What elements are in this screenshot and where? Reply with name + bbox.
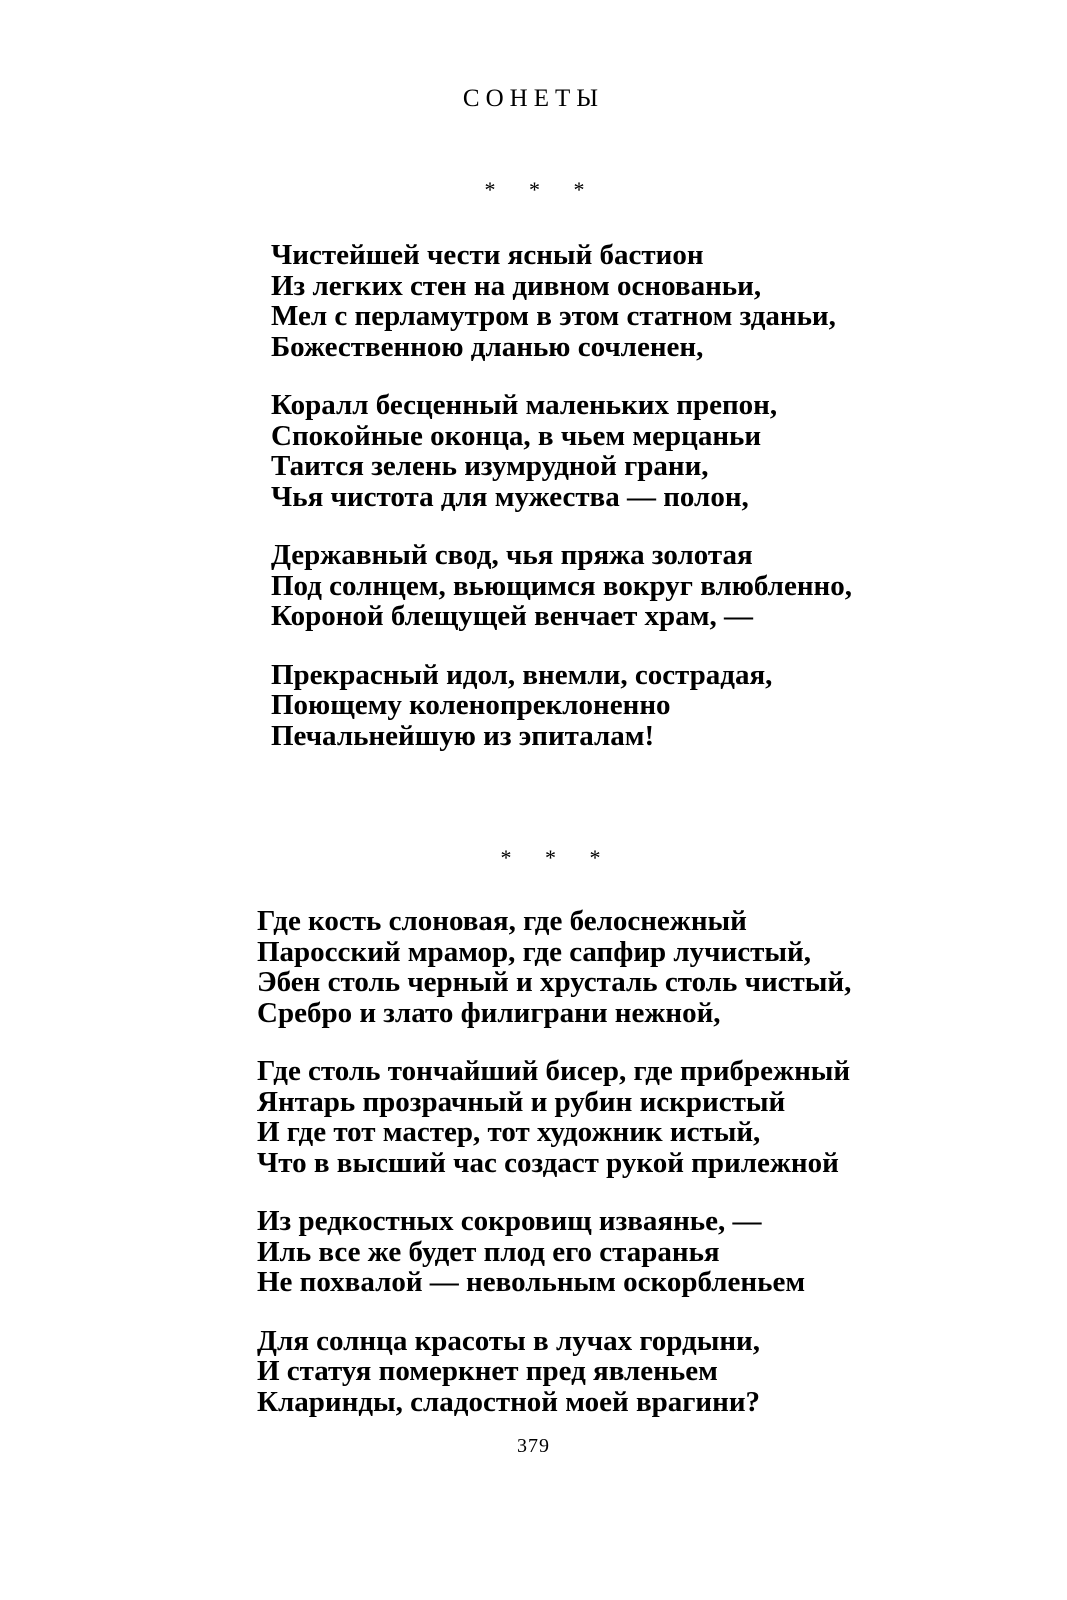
stanza: [257, 906, 851, 1028]
page-number: 379: [517, 1435, 550, 1457]
stanza: [257, 1326, 851, 1418]
stanza: [257, 1206, 851, 1298]
verse-line: Божественною дланью сочленен,: [271, 330, 704, 363]
verse-line: Янтарь прозрачный и рубин искристый: [257, 1085, 786, 1118]
verse-line: Из легких стен на дивном основаньи,: [271, 269, 762, 302]
verse-line: Из редкостных сокровищ изваянье, —: [257, 1205, 762, 1237]
verse-line: Для солнца красоты в лучах гордыни,: [257, 1324, 761, 1357]
section-divider: * * *: [500, 845, 615, 870]
stanza: [271, 660, 852, 752]
section-divider: * * *: [484, 177, 599, 202]
stanza: [271, 240, 852, 362]
verse-line: Чья чистота для мужества — полон,: [271, 480, 749, 513]
verse-line: Мел с перламутром в этом статном зданьи,: [271, 300, 836, 332]
stanza: [257, 1056, 851, 1178]
verse-line: Коралл бесценный маленьких препон,: [271, 389, 778, 421]
verse-line: Державный свод, чья пряжа золотая: [271, 539, 753, 571]
verse-line: Короной блещущей венчает храм, —: [271, 600, 753, 632]
verse-line: Прекрасный идол, внемли, сострадая,: [271, 658, 773, 691]
verse-line: Не похвалой — невольным оскорбленьем: [257, 1266, 806, 1298]
verse-line: Поющему коленопреклоненно: [271, 689, 671, 721]
page-title: СОНЕТЫ: [462, 85, 605, 112]
sonnet: [271, 240, 852, 751]
verse-line: Под солнцем, вьющимся вокруг влюбленно,: [271, 569, 852, 602]
stanza: [271, 390, 852, 512]
verse-line: Что в высший час создаст рукой прилежной: [257, 1146, 839, 1179]
verse-line: Спокойные оконца, в чьем мерцаньи: [271, 419, 762, 452]
verse-line: Эбен столь черный и хрусталь столь чистый,: [257, 966, 852, 998]
verse-line: Где столь тончайший бисер, где прибрежный: [257, 1055, 851, 1087]
verse-line: И где тот мастер, тот художник истый,: [257, 1116, 761, 1148]
verse-line: И статуя померкнет пред явленьем: [257, 1355, 718, 1387]
verse-line: Сребро и злато филиграни нежной,: [257, 996, 721, 1029]
verse-line: Иль все же будет плод его старанья: [257, 1235, 720, 1268]
verse-line: Печальнейшую из эпиталам!: [271, 719, 655, 752]
verse-line: Таится зелень изумрудной грани,: [271, 450, 709, 482]
verse-line: Паросский мрамор, где сапфир лучистый,: [257, 935, 811, 968]
sonnet: [257, 906, 851, 1417]
stanza: [271, 540, 852, 632]
verse-line: Чистейшей чести ясный бастион: [271, 239, 704, 271]
verse-line: Где кость слоновая, где белоснежный: [257, 905, 747, 937]
verse-line: Кларинды, сладостной моей врагини?: [257, 1385, 761, 1418]
